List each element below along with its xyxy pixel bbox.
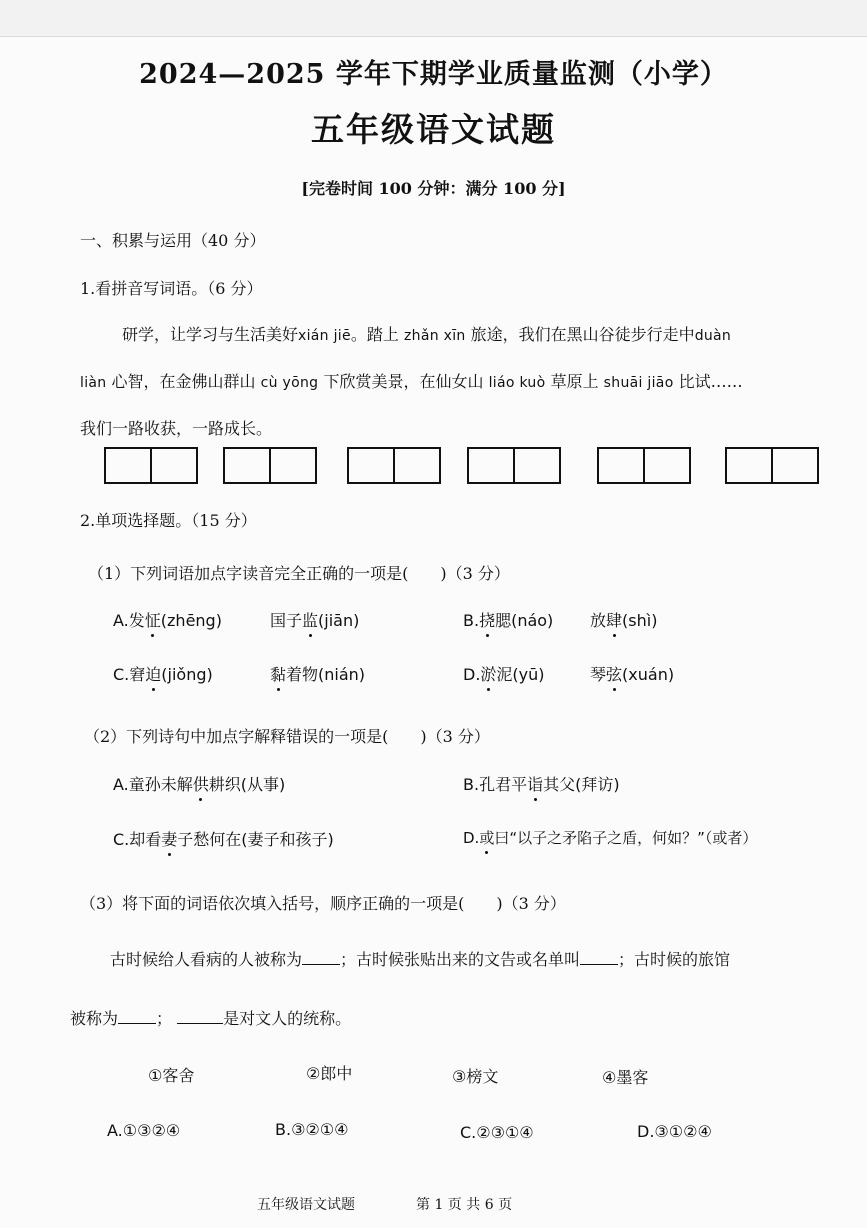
sub-question-2-stem: （2）下列诗句中加点字解释错误的一项是( )（3 分） — [84, 727, 490, 746]
footer-page-info: 第 1 页 共 6 页 — [416, 1197, 513, 1213]
sub-question-1-stem: （1）下列词语加点字读音完全正确的一项是( )（3 分） — [88, 564, 510, 583]
option-b1[interactable]: B.挠腮(náo) — [463, 608, 553, 631]
blank-2[interactable] — [580, 950, 618, 965]
blank-4[interactable] — [177, 1009, 223, 1024]
passage-text: 心智，在金佛山群山 — [111, 372, 256, 391]
exam-subject-title: 五年级语文试题 — [311, 110, 556, 149]
passage-text: 草原上 — [550, 372, 599, 391]
pinyin-prompt: cù yōng — [260, 375, 319, 391]
answer-box-5[interactable] — [597, 447, 691, 484]
option-c[interactable]: C.②③①④ — [460, 1123, 534, 1142]
blank-1[interactable] — [302, 950, 340, 965]
exam-paper — [0, 36, 867, 1228]
option-b[interactable]: B.③②①④ — [275, 1120, 349, 1139]
sub-question-3-stem: （3）将下面的词语依次填入括号，顺序正确的一项是( )（3 分） — [80, 894, 566, 913]
passage-line-1 — [122, 322, 731, 345]
passage-text: 旅途，我们在黑山谷徒步行走中 — [470, 325, 695, 344]
word-3: ③榜文 — [452, 1067, 499, 1086]
exam-title: 2024—2025 学年下期学业质量监测（小学） — [139, 59, 728, 90]
pinyin-prompt: liáo kuò — [488, 375, 546, 391]
option-b2: 放肆(shì) — [590, 608, 657, 631]
section-heading: 一、积累与运用（40 分） — [80, 231, 266, 250]
exam-info: [完卷时间 100 分钟：满分 100 分] — [301, 179, 566, 198]
passage-text: 研学，让学习与生活美好 — [122, 325, 299, 344]
pinyin-prompt: zhǎn xīn — [404, 328, 466, 344]
answer-box-6[interactable] — [725, 447, 819, 484]
option-a2: 国子监(jiān) — [270, 608, 359, 631]
option-a[interactable]: A.童孙未解供耕织(从事) — [113, 772, 285, 795]
question-1-heading: 1.看拼音写词语。（6 分） — [80, 279, 263, 298]
passage-line-2 — [80, 369, 743, 392]
word-4: ④墨客 — [602, 1068, 649, 1087]
answer-box-4[interactable] — [467, 447, 561, 484]
word-2: ②郎中 — [306, 1064, 353, 1083]
option-c1[interactable]: C.窘迫(jiǒng) — [113, 662, 213, 685]
option-d[interactable]: D.③①②④ — [637, 1122, 712, 1141]
fill-blank-line-2: 被称为 ； 是对文人的统称。 — [70, 1009, 352, 1028]
word-1: ①客舍 — [148, 1066, 195, 1085]
option-d2: 琴弦(xuán) — [590, 662, 674, 685]
pinyin-prompt: xián jiē — [298, 328, 351, 344]
answer-box-1[interactable] — [104, 447, 198, 484]
question-2-heading: 2.单项选择题。（15 分） — [80, 511, 257, 530]
option-a[interactable]: A.①③②④ — [107, 1121, 181, 1140]
pinyin-prompt: duàn — [694, 328, 732, 344]
passage-line-3: 我们一路收获，一路成长。 — [80, 419, 273, 438]
footer-doc-name: 五年级语文试题 — [257, 1197, 355, 1213]
pinyin-prompt: shuāi jiāo — [603, 375, 674, 391]
passage-text: 比试…… — [678, 372, 743, 391]
option-d1[interactable]: D.淤泥(yū) — [463, 662, 545, 685]
option-c[interactable]: C.却看妻子愁何在(妻子和孩子) — [113, 827, 334, 850]
option-a1[interactable]: A.发怔(zhēng) — [113, 608, 222, 631]
passage-text: 下欣赏美景，在仙女山 — [323, 372, 484, 391]
blank-3[interactable] — [118, 1009, 156, 1024]
option-c2: 黏着物(nián) — [270, 662, 365, 685]
passage-text: 。踏上 — [350, 325, 399, 344]
option-d[interactable]: D.或曰“以子之矛陷子之盾，何如？”（或者） — [463, 829, 758, 847]
option-b[interactable]: B.孔君平诣其父(拜访) — [463, 772, 620, 795]
answer-box-2[interactable] — [223, 447, 317, 484]
fill-blank-line-1: 古时候给人看病的人被称为 ；古时候张贴出来的文告或名单叫 ；古时候的旅馆 — [110, 950, 731, 969]
answer-box-3[interactable] — [347, 447, 441, 484]
pinyin-prompt: liàn — [80, 375, 107, 391]
